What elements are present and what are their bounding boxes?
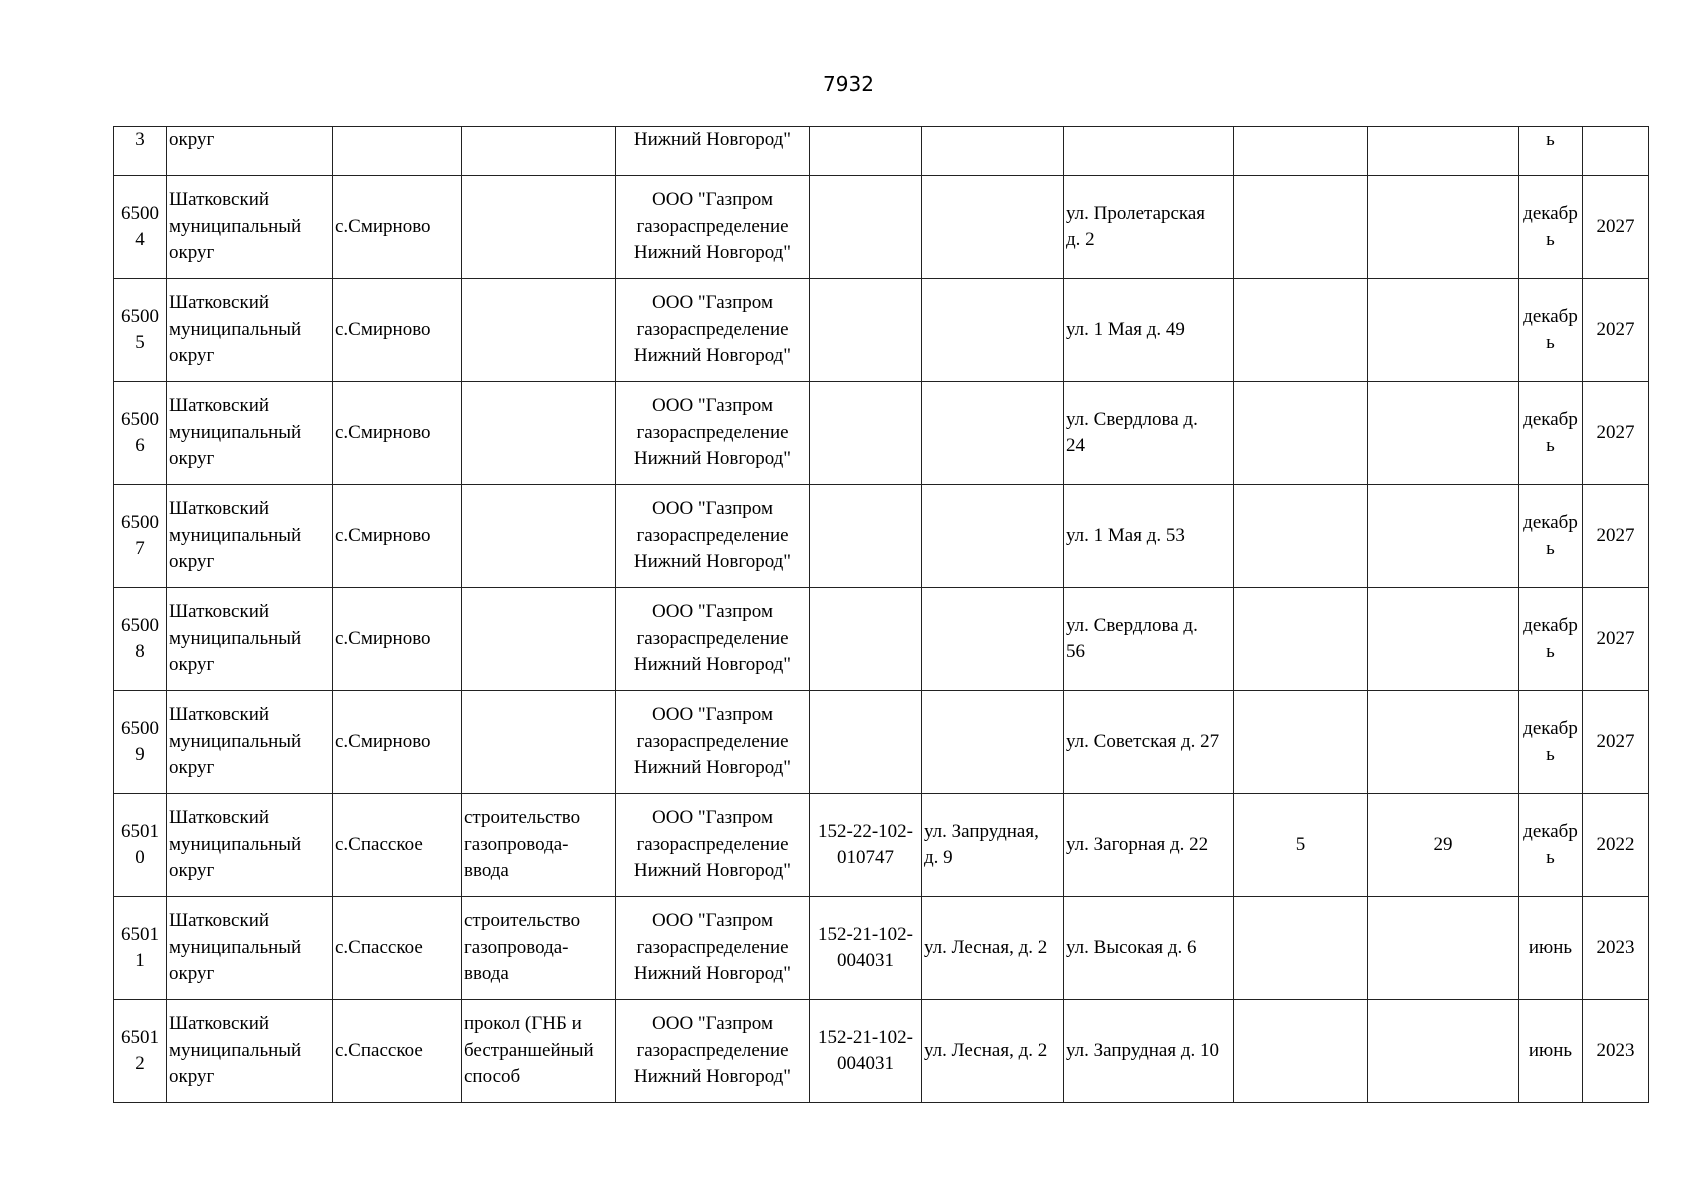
cell-month-line: декабр: [1523, 202, 1578, 224]
cell-code-line: 004031: [837, 950, 894, 971]
cell-work-line: строительство: [464, 807, 581, 829]
cell-work: [462, 485, 616, 588]
cell-col10: [1368, 897, 1519, 1000]
cell-num-line: 6: [135, 435, 145, 456]
cell-org-line: Нижний Новгород": [633, 757, 792, 779]
cell-work: [462, 794, 616, 897]
cell-month: [1519, 485, 1583, 588]
cell-month: [1519, 897, 1583, 1000]
cell-org-line: Нижний Новгород": [633, 1066, 792, 1088]
cell-month-line: декабр: [1523, 717, 1578, 739]
cell-district: [167, 897, 333, 1000]
cell-source-address: [922, 382, 1064, 485]
cell-district: [167, 176, 333, 279]
cell-source-address: [922, 127, 1064, 176]
cell-month: ь: [1519, 127, 1583, 176]
cell-work-line: строительство: [464, 910, 581, 932]
cell-address: [1064, 485, 1234, 588]
cell-org: [616, 691, 810, 794]
cell-num-line: 6501: [121, 923, 159, 945]
cell-work: [462, 1000, 616, 1103]
cell-org: [616, 485, 810, 588]
cell-num-line: 9: [135, 744, 145, 765]
cell-num-line: 4: [135, 229, 145, 250]
cell-address: [1064, 588, 1234, 691]
cell-year: 2023: [1583, 897, 1649, 1000]
cell-num-line: 6501: [121, 820, 159, 842]
cell-col10: [1368, 1000, 1519, 1103]
cell-settlement: с.Смирново: [333, 485, 462, 588]
cell-num: [114, 794, 167, 897]
cell-col10: [1368, 691, 1519, 794]
cell-org-line: газораспределение: [636, 421, 789, 443]
cell-address-line: ул. Пролетарская: [1066, 202, 1206, 224]
cell-col10: [1368, 588, 1519, 691]
cell-address: [1064, 794, 1234, 897]
cell-settlement: с.Спасское: [333, 897, 462, 1000]
cell-code-line: 152-21-102-: [818, 1026, 913, 1048]
cell-district-line: Шатковский: [169, 395, 270, 417]
cell-month: [1519, 382, 1583, 485]
cell-org: [616, 176, 810, 279]
table-body: [114, 127, 1649, 1103]
cell-settlement: с.Смирново: [333, 176, 462, 279]
cell-source-address-line: ул. Лесная, д. 2: [924, 936, 1048, 958]
cell-code: [810, 588, 922, 691]
cell-org-line: ООО "Газпром: [652, 395, 773, 417]
cell-settlement: с.Смирново: [333, 382, 462, 485]
cell-district-line: округ: [169, 551, 215, 573]
cell-work: [462, 382, 616, 485]
cell-org-line: газораспределение: [636, 524, 789, 546]
cell-code-line: 010747: [837, 847, 894, 868]
cell-col9: 5: [1234, 794, 1368, 897]
cell-address-line: ул. Свердлова д.: [1066, 614, 1198, 636]
cell-num-line: 6500: [121, 408, 159, 430]
cell-org-line: газораспределение: [636, 318, 789, 340]
table-row: [114, 382, 1649, 485]
cell-org-line: Нижний Новгород": [633, 551, 792, 573]
cell-code-line: 004031: [837, 1053, 894, 1074]
cell-work: [462, 176, 616, 279]
cell-org-line: ООО "Газпром: [652, 498, 773, 520]
cell-col9: [1234, 485, 1368, 588]
cell-settlement: с.Спасское: [333, 1000, 462, 1103]
cell-district-line: Шатковский: [169, 910, 270, 932]
cell-district-line: муниципальный: [169, 1039, 302, 1061]
cell-source-address: [922, 897, 1064, 1000]
cell-source-address: [922, 588, 1064, 691]
cell-source-address: [922, 485, 1064, 588]
cell-org-line: газораспределение: [636, 1039, 789, 1061]
cell-month: [1519, 1000, 1583, 1103]
cell-month-line: декабр: [1523, 408, 1578, 430]
cell-code: [810, 279, 922, 382]
cell-district-line: муниципальный: [169, 318, 302, 340]
cell-org-line: газораспределение: [636, 833, 789, 855]
cell-district-line: муниципальный: [169, 215, 302, 237]
cell-num-line: 6500: [121, 717, 159, 739]
cell-org-line: ООО "Газпром: [652, 189, 773, 211]
cell-col9: [1234, 127, 1368, 176]
cell-district-line: Шатковский: [169, 1013, 270, 1035]
cell-month-line: июнь: [1528, 936, 1573, 958]
cell-col10: [1368, 485, 1519, 588]
cell-district: [167, 794, 333, 897]
cell-col10: [1368, 127, 1519, 176]
cell-district: [167, 691, 333, 794]
cell-district-line: округ: [169, 242, 215, 264]
cell-district-line: округ: [169, 448, 215, 470]
cell-source-address-line: д. 9: [924, 847, 953, 868]
cell-district-line: Шатковский: [169, 498, 270, 520]
cell-org-line: Нижний Новгород": [633, 242, 792, 264]
cell-year: 2027: [1583, 588, 1649, 691]
cell-district-line: Шатковский: [169, 807, 270, 829]
cell-month-line: ь: [1546, 332, 1555, 353]
cell-work: [462, 588, 616, 691]
cell-org: [616, 794, 810, 897]
cell-work-line: газопровода-: [464, 833, 569, 855]
cell-month-line: ь: [1546, 229, 1555, 250]
cell-num: [114, 176, 167, 279]
cell-address-line: ул. Запрудная д. 10: [1066, 1039, 1219, 1061]
cell-address: [1064, 691, 1234, 794]
cell-org-line: ООО "Газпром: [652, 910, 773, 932]
cell-address: [1064, 127, 1234, 176]
cell-district-line: муниципальный: [169, 627, 302, 649]
table-row: [114, 794, 1649, 897]
cell-col10: [1368, 176, 1519, 279]
cell-district-line: муниципальный: [169, 730, 302, 752]
cell-year: 2027: [1583, 176, 1649, 279]
cell-address-line: ул. Свердлова д.: [1066, 408, 1198, 430]
cell-district-line: округ: [169, 963, 215, 985]
cell-address: [1064, 897, 1234, 1000]
cell-code-line: 152-22-102-: [818, 820, 913, 842]
table-row: [114, 691, 1649, 794]
cell-work: [462, 127, 616, 176]
cell-col9: [1234, 382, 1368, 485]
table-row: [114, 1000, 1649, 1103]
cell-col9: [1234, 897, 1368, 1000]
cell-num-line: 5: [135, 332, 145, 353]
cell-month-line: декабр: [1523, 614, 1578, 636]
cell-settlement: с.Смирново: [333, 691, 462, 794]
cell-org: [616, 897, 810, 1000]
cell-settlement: с.Смирново: [333, 279, 462, 382]
cell-address-line: д. 2: [1066, 229, 1095, 250]
cell-org-line: газораспределение: [636, 730, 789, 752]
cell-num-line: 6500: [121, 614, 159, 636]
cell-district-line: округ: [169, 654, 215, 676]
cell-district-line: округ: [169, 757, 215, 779]
cell-source-address: [922, 1000, 1064, 1103]
cell-num-line: 7: [135, 538, 145, 559]
cell-address-line: ул. Советская д. 27: [1066, 730, 1220, 752]
page-number: 7932: [823, 72, 874, 96]
cell-year: [1583, 127, 1649, 176]
cell-year: 2023: [1583, 1000, 1649, 1103]
cell-org-line: газораспределение: [636, 936, 789, 958]
cell-num: 3: [114, 127, 167, 176]
cell-month-line: декабр: [1523, 511, 1578, 533]
cell-month-line: ь: [1546, 538, 1555, 559]
cell-num: [114, 588, 167, 691]
cell-district-line: муниципальный: [169, 524, 302, 546]
table-row: [114, 897, 1649, 1000]
cell-month-line: ь: [1546, 435, 1555, 456]
cell-org: Нижний Новгород": [616, 127, 810, 176]
cell-code: [810, 382, 922, 485]
cell-code: [810, 897, 922, 1000]
cell-district-line: округ: [169, 345, 215, 367]
table-row: [114, 485, 1649, 588]
cell-district-line: муниципальный: [169, 936, 302, 958]
cell-address-line: ул. 1 Мая д. 49: [1066, 318, 1185, 340]
cell-code: [810, 485, 922, 588]
cell-col10: [1368, 382, 1519, 485]
cell-district-line: округ: [169, 860, 215, 882]
cell-work: [462, 897, 616, 1000]
cell-col10: 29: [1368, 794, 1519, 897]
cell-settlement: [333, 127, 462, 176]
cell-district-line: Шатковский: [169, 704, 270, 726]
cell-address: [1064, 176, 1234, 279]
cell-code: [810, 794, 922, 897]
cell-code: [810, 127, 922, 176]
cell-org-line: Нижний Новгород": [633, 448, 792, 470]
cell-num: [114, 691, 167, 794]
cell-num: [114, 485, 167, 588]
cell-district-line: округ: [169, 1066, 215, 1088]
cell-num-line: 8: [135, 641, 145, 662]
cell-district-line: Шатковский: [169, 189, 270, 211]
cell-num-line: 0: [135, 847, 145, 868]
cell-org: [616, 588, 810, 691]
cell-num-line: 6500: [121, 202, 159, 224]
cell-source-address: [922, 176, 1064, 279]
cell-district-line: Шатковский: [169, 601, 270, 623]
cell-month-line: декабр: [1523, 305, 1578, 327]
cell-org-line: газораспределение: [636, 627, 789, 649]
cell-month-line: ь: [1546, 847, 1555, 868]
cell-address-line: 24: [1066, 435, 1085, 456]
cell-district-line: Шатковский: [169, 292, 270, 314]
cell-year: 2027: [1583, 691, 1649, 794]
cell-source-address: [922, 794, 1064, 897]
cell-num-line: 6501: [121, 1026, 159, 1048]
table-row: [114, 279, 1649, 382]
cell-col9: [1234, 279, 1368, 382]
cell-work-line: ввода: [464, 963, 509, 985]
table-row: [114, 588, 1649, 691]
cell-district: [167, 485, 333, 588]
cell-col10: [1368, 279, 1519, 382]
cell-work: [462, 279, 616, 382]
cell-org-line: Нижний Новгород": [633, 654, 792, 676]
data-table: [113, 126, 1649, 1103]
cell-month-line: ь: [1546, 744, 1555, 765]
cell-work-line: ввода: [464, 860, 509, 882]
cell-org: [616, 279, 810, 382]
cell-org-line: Нижний Новгород": [633, 963, 792, 985]
cell-address-line: ул. 1 Мая д. 53: [1066, 524, 1185, 546]
cell-district: [167, 279, 333, 382]
cell-address: [1064, 382, 1234, 485]
cell-year: 2022: [1583, 794, 1649, 897]
cell-num: [114, 279, 167, 382]
cell-year: 2027: [1583, 279, 1649, 382]
cell-org-line: ООО "Газпром: [652, 292, 773, 314]
cell-work-line: газопровода-: [464, 936, 569, 958]
cell-work-line: бестраншейный: [464, 1039, 594, 1061]
cell-district-line: муниципальный: [169, 421, 302, 443]
cell-num-line: 2: [135, 1053, 145, 1074]
cell-month: [1519, 176, 1583, 279]
cell-address: [1064, 1000, 1234, 1103]
cell-month: [1519, 794, 1583, 897]
cell-col9: [1234, 1000, 1368, 1103]
cell-month-line: июнь: [1528, 1039, 1573, 1061]
cell-code: [810, 691, 922, 794]
cell-source-address-line: ул. Запрудная,: [924, 820, 1039, 842]
cell-org-line: Нижний Новгород": [633, 860, 792, 882]
cell-district: [167, 1000, 333, 1103]
cell-num: [114, 1000, 167, 1103]
cell-work-line: способ: [464, 1066, 521, 1088]
cell-org-line: ООО "Газпром: [652, 704, 773, 726]
cell-num: [114, 897, 167, 1000]
cell-code-line: 152-21-102-: [818, 923, 913, 945]
cell-source-address: [922, 279, 1064, 382]
cell-district: [167, 382, 333, 485]
cell-address-line: 56: [1066, 641, 1085, 662]
cell-code: [810, 176, 922, 279]
cell-org-line: газораспределение: [636, 215, 789, 237]
cell-num-line: 6500: [121, 511, 159, 533]
cell-address-line: ул. Загорная д. 22: [1066, 833, 1209, 855]
cell-district: округ: [167, 127, 333, 176]
cell-month-line: декабр: [1523, 820, 1578, 842]
cell-col9: [1234, 691, 1368, 794]
cell-num-line: 6500: [121, 305, 159, 327]
cell-org-line: ООО "Газпром: [652, 807, 773, 829]
cell-address: [1064, 279, 1234, 382]
cell-col9: [1234, 176, 1368, 279]
cell-num-line: 1: [135, 950, 145, 971]
cell-org: [616, 1000, 810, 1103]
cell-org-line: ООО "Газпром: [652, 601, 773, 623]
cell-month: [1519, 691, 1583, 794]
cell-source-address: [922, 691, 1064, 794]
cell-month: [1519, 279, 1583, 382]
cell-col9: [1234, 588, 1368, 691]
cell-month: [1519, 588, 1583, 691]
cell-year: 2027: [1583, 485, 1649, 588]
cell-org-line: Нижний Новгород": [633, 345, 792, 367]
cell-source-address-line: ул. Лесная, д. 2: [924, 1039, 1048, 1061]
cell-district: [167, 588, 333, 691]
table-row: [114, 176, 1649, 279]
cell-address-line: ул. Высокая д. 6: [1066, 936, 1197, 958]
cell-settlement: с.Спасское: [333, 794, 462, 897]
cell-month-line: ь: [1546, 641, 1555, 662]
cell-code: [810, 1000, 922, 1103]
cell-work-line: прокол (ГНБ и: [464, 1013, 582, 1035]
cell-settlement: с.Смирново: [333, 588, 462, 691]
cell-district-line: муниципальный: [169, 833, 302, 855]
cell-year: 2027: [1583, 382, 1649, 485]
cell-org-line: ООО "Газпром: [652, 1013, 773, 1035]
cell-work: [462, 691, 616, 794]
cell-num: [114, 382, 167, 485]
cell-org: [616, 382, 810, 485]
table-row-continuation: [114, 127, 1649, 176]
